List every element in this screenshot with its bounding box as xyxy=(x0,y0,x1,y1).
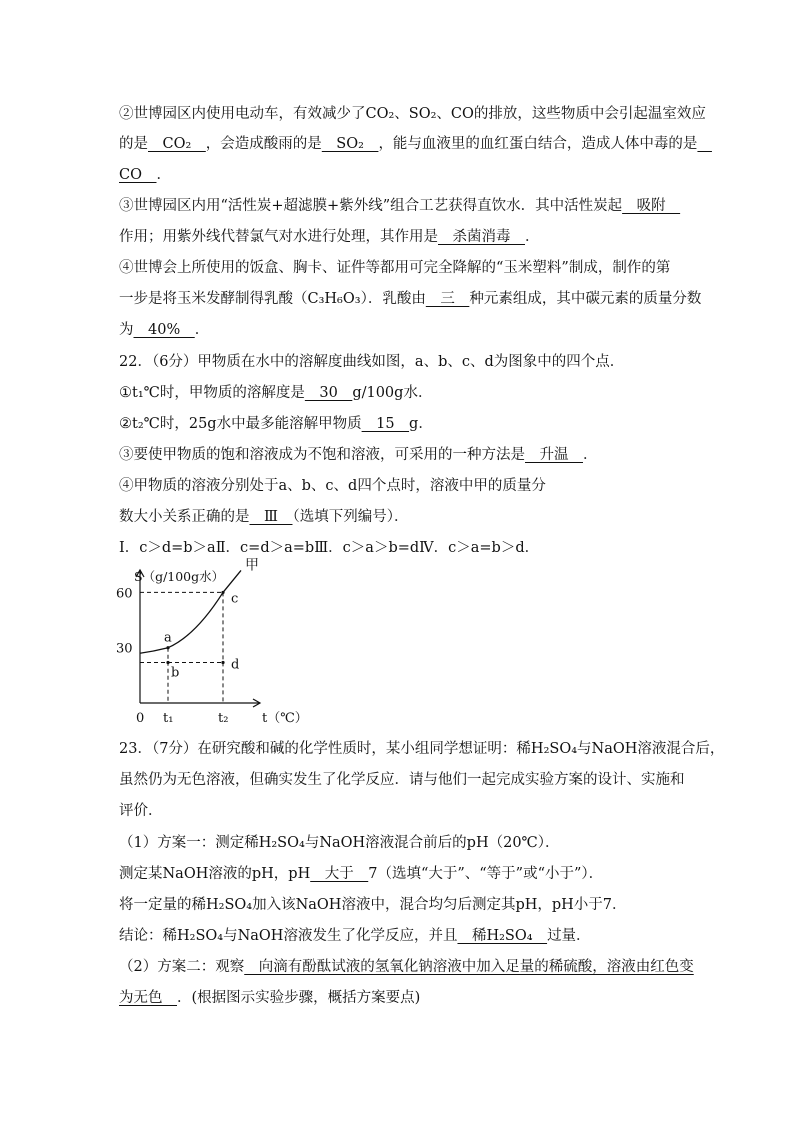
answer-blank: 三 xyxy=(425,291,470,307)
q23-scheme1-step2: 将一定量的稀H₂SO₄加入该NaOH溶液中，混合均匀后测定其pH，pH小于7． xyxy=(119,897,627,913)
y-tick-label: 60 xyxy=(116,586,133,602)
q21-2-line2 xyxy=(119,134,712,154)
chart-labels xyxy=(116,557,308,726)
answer-blank-end xyxy=(697,136,712,152)
q21-4-line1: ④世博会上所使用的饭盒、胸卡、证件等都用可完全降解的“玉米塑料”制成，制作的第 xyxy=(119,260,671,276)
q22-part1 xyxy=(119,383,432,403)
point-label-a: a xyxy=(164,630,172,646)
x-tick-label: 0 xyxy=(136,711,145,726)
q21-2-line1: ②世博园区内使用电动车，有效减少了CO₂、SO₂、CO的排放，这些物质中会引起温室效应 xyxy=(119,106,706,122)
q23-scheme1-conclusion xyxy=(119,926,591,946)
q23-scheme2-line2 xyxy=(119,988,420,1008)
q22-options: Ⅰ．c＞d=b＞aⅡ．c=d＞a=bⅢ．c＞a＞b=dⅣ．c＞a=b＞d． xyxy=(119,540,540,556)
text: ． xyxy=(194,322,210,338)
q22-part3 xyxy=(119,445,598,465)
q23-scheme1-step1 xyxy=(119,864,603,884)
chart-series xyxy=(140,570,241,664)
y-tick-label: 30 xyxy=(116,641,133,657)
point-label-c: c xyxy=(231,591,239,607)
answer-blank: SO₂ xyxy=(321,136,379,152)
text: （2）方案二：观察 xyxy=(119,959,245,975)
text: ． xyxy=(156,167,171,183)
q21-2-line3 xyxy=(119,165,171,185)
point-a xyxy=(166,646,169,649)
q21-3-line2 xyxy=(119,227,540,247)
q23-scheme1: （1）方案一：测定稀H₂SO₄与NaOH溶液混合前后的pH（20℃）． xyxy=(119,835,560,851)
text: ③要使甲物质的饱和溶液成为不饱和溶液，可采用的一种方法是 xyxy=(119,447,525,463)
answer-blank: 大于 xyxy=(310,866,369,882)
text: ．(根据图示实验步骤，概括方案要点) xyxy=(177,990,421,1006)
answer-blank: 稀H₂SO₄ xyxy=(457,928,548,944)
text: 一步是将玉米发酵制得乳酸（C₃H₆O₃）．乳酸由 xyxy=(119,291,426,307)
chart-guides xyxy=(140,592,223,703)
text: 测定某NaOH溶液的pH，pH xyxy=(119,866,311,882)
q23-line1: 23．（7分）在研究酸和碱的化学性质时，某小组同学想证明：稀H₂SO₄与NaOH溶液混合后， xyxy=(119,741,725,757)
q22-part4-line1: ④甲物质的溶液分别处于a、b、c、d四个点时，溶液中甲的质量分 xyxy=(119,478,546,494)
q21-4-line3 xyxy=(119,320,209,340)
answer-blank: CO₂ xyxy=(148,136,206,152)
answer-blank: CO xyxy=(119,167,157,183)
text: ． xyxy=(583,447,598,463)
text: ． xyxy=(525,229,540,245)
solubility-chart xyxy=(110,557,308,736)
text: 种元素组成，其中碳元素的质量分数 xyxy=(469,291,702,307)
point-d xyxy=(221,661,224,664)
answer-blank: 30 xyxy=(304,385,353,401)
q23-line3: 评价． xyxy=(119,803,163,819)
text: ②t₂℃时，25g水中最多能溶解甲物质 xyxy=(119,416,362,432)
answer-blank: 升温 xyxy=(525,447,583,463)
x-tick-label: t₂ xyxy=(218,711,229,726)
q22-part4-line2 xyxy=(119,507,408,527)
q22-heading: 22．（6分）甲物质在水中的溶解度曲线如图，a、b、c、d为图象中的四个点． xyxy=(119,354,625,370)
point-label-b: b xyxy=(171,665,180,681)
q22-part2 xyxy=(119,414,433,434)
text: （选填下列编号）． xyxy=(292,509,409,525)
text: ，能与血液里的血红蛋白结合，造成人体中毒的是 xyxy=(378,136,698,152)
series-label: 甲 xyxy=(245,557,259,574)
answer-blank: 杀菌消毒 xyxy=(438,229,525,245)
answer-blank: 向滴有酚酞试液的氢氧化钠溶液中加入足量的稀硫酸，溶液由红色变 xyxy=(244,959,694,975)
y-axis-label: S（g/100g水） xyxy=(134,569,225,584)
x-axis-label: t（℃） xyxy=(262,711,308,726)
answer-blank: 吸附 xyxy=(622,198,681,214)
text: 作用；用紫外线代替氯气对水进行处理，其作用是 xyxy=(119,229,438,245)
chart-axes xyxy=(136,570,260,707)
answer-blank: 15 xyxy=(361,416,410,432)
answer-blank: 为无色 xyxy=(119,990,177,1006)
point-label-d: d xyxy=(231,657,240,673)
point-b xyxy=(166,661,169,664)
text: 为 xyxy=(119,322,134,338)
q23-line2: 虽然仍为无色溶液，但确实发生了化学反应．请与他们一起完成实验方案的设计、实施和 xyxy=(119,772,685,788)
answer-blank: 40% xyxy=(133,322,195,338)
text: g． xyxy=(409,416,433,432)
text: 过量． xyxy=(547,928,591,944)
answer-blank: Ⅲ xyxy=(249,509,293,525)
text: ①t₁℃时，甲物质的溶解度是 xyxy=(119,385,305,401)
text: 结论：稀H₂SO₄与NaOH溶液发生了化学反应，并且 xyxy=(119,928,458,944)
q21-4-line2 xyxy=(119,289,701,309)
text: ，会造成酸雨的是 xyxy=(205,136,322,152)
x-tick-label: t₁ xyxy=(163,711,174,726)
text: 数大小关系正确的是 xyxy=(119,509,250,525)
text: 的是 xyxy=(119,136,148,152)
point-c xyxy=(221,591,224,594)
text: ③世博园区内用“活性炭+超滤膜+紫外线”组合工艺获得直饮水．其中活性炭起 xyxy=(119,198,623,214)
text: g/100g水． xyxy=(352,385,433,401)
text: 7（选填“大于”、“等于”或“小于”）． xyxy=(368,866,604,882)
q23-scheme2-line1 xyxy=(119,957,694,977)
q21-3-line1 xyxy=(119,196,680,216)
